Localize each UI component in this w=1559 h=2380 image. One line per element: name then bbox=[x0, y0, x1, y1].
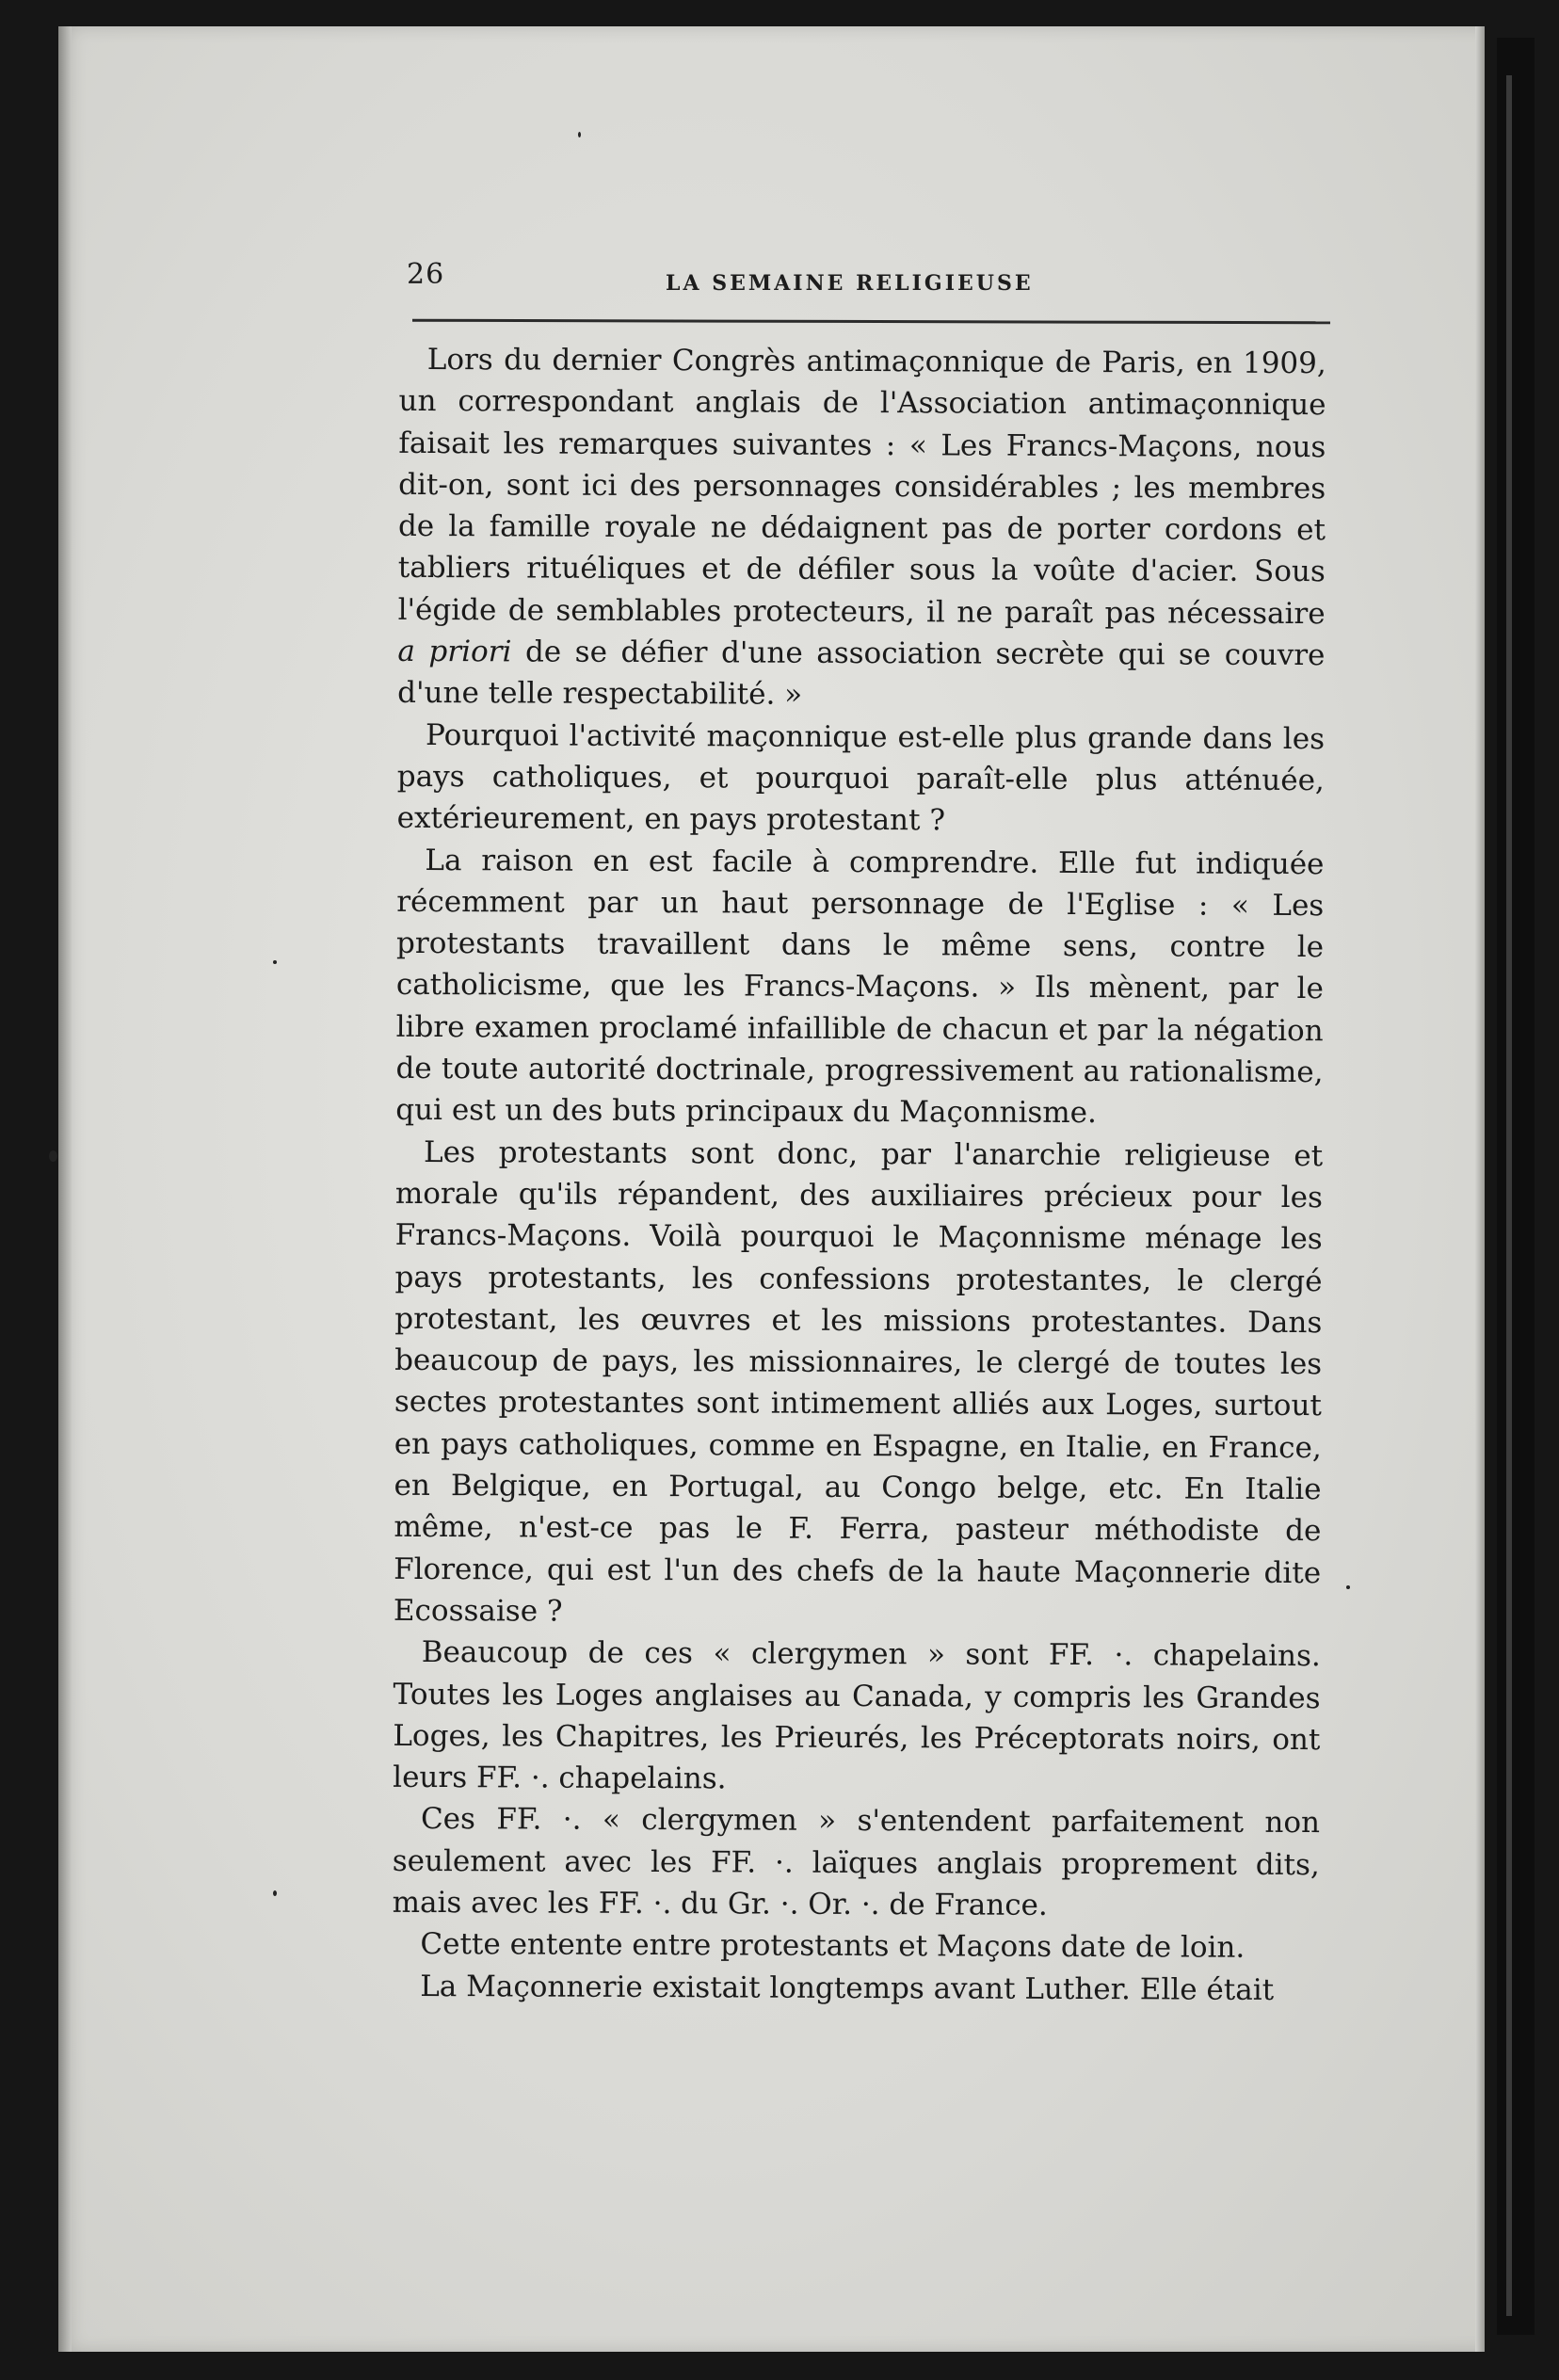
italic-phrase: a priori bbox=[397, 634, 512, 669]
paragraph-2: Pourquoi l'activité maçonnique est-elle plus grande dans les pays catholiques, et pourquoi paraît-elle plus atténuée, extérieurement, en pays protestant ? bbox=[396, 717, 1326, 838]
scan-speck bbox=[49, 1150, 57, 1162]
page-number: 26 bbox=[407, 258, 445, 291]
paragraph-7: Cette entente entre protestants et Maçons date de loin. bbox=[420, 1927, 1246, 1966]
page-edge-right bbox=[1475, 26, 1485, 2352]
paragraph-3: La raison en est facile à comprendre. Elle fut indiquée récemment par un haut personnage de l'Eglise : « Les protestants travaillent dans le même sens, contre le catholicisme, que les Francs-Maçons. » Ils mènent, par le libre examen proclamé infaillible de chacun et par la négation de toute autorité doctrinale, progressivement au rationalisme, qui est un des buts principaux du Maçonnisme. bbox=[395, 843, 1325, 1131]
paragraph-1: Lors du dernier Congrès antimaçonnique de Paris, en 1909, un correspondant anglais de l'Association antimaçonnique faisait les remarques suivantes : « Les Francs-Maçons, nous dit-on, sont ici des personnages considérables ; les membres de la famille royale ne dédaignent pas de porter cordons et tabliers rituéliques et de défiler sous la voûte d'acier. Sous l'égide de semblables protecteurs, il ne paraît pas nécessaire a priori de se défier d'une association secrète qui se couvre d'une telle respectabilité. » bbox=[397, 342, 1326, 713]
scan-speck bbox=[273, 1890, 277, 1896]
scan-speck bbox=[1346, 1585, 1350, 1589]
article-body bbox=[392, 339, 1326, 2011]
paragraph-5: Beaucoup de ces « clergymen » sont FF. ·. chapelains. Toutes les Loges anglaises au Canada, y compris les Grandes Loges, les Chapitres, les Prieurés, les Préceptorats noirs, ont leurs FF. ·. chapelains. bbox=[393, 1635, 1321, 1796]
scan-speck bbox=[578, 132, 581, 137]
adjacent-page-shadow bbox=[1497, 38, 1535, 2335]
scan-speck bbox=[273, 960, 277, 964]
paragraph-6: Ces FF. ·. « clergymen » s'entendent parfaitement non seulement avec les FF. ·. laïques anglais proprement dits, mais avec les FF. ·. du Gr. ·. Or. ·. de France. bbox=[392, 1802, 1321, 1922]
paragraph-8: La Maçonnerie existait longtemps avant Luther. Elle était bbox=[420, 1969, 1275, 2007]
paragraph-4: Les protestants sont donc, par l'anarchie religieuse et morale qu'ils répandent, des auxiliaires précieux pour les Francs-Maçons. Voilà pourquoi le Maçonnisme ménage les pays protestants, les confessions protestantes, le clergé protestant, les œuvres et les missions protestantes. Dans beaucoup de pays, les missionnaires, le clergé de toutes les sectes protestantes sont intimement alliés aux Loges, surtout en pays catholiques, comme en Espagne, en Italie, en France, en Belgique, en Portugal, au Congo belge, etc. En Italie même, n'est-ce pas le F. Ferra, pasteur méthodiste de Florence, qui est l'un des chefs de la haute Maçonnerie dite Ecossaise ? bbox=[393, 1134, 1324, 1629]
running-title: LA SEMAINE RELIGIEUSE bbox=[666, 271, 1034, 296]
page-gutter-left bbox=[58, 26, 72, 2352]
adjacent-page-edge bbox=[1506, 75, 1512, 2316]
running-header bbox=[407, 256, 1329, 313]
